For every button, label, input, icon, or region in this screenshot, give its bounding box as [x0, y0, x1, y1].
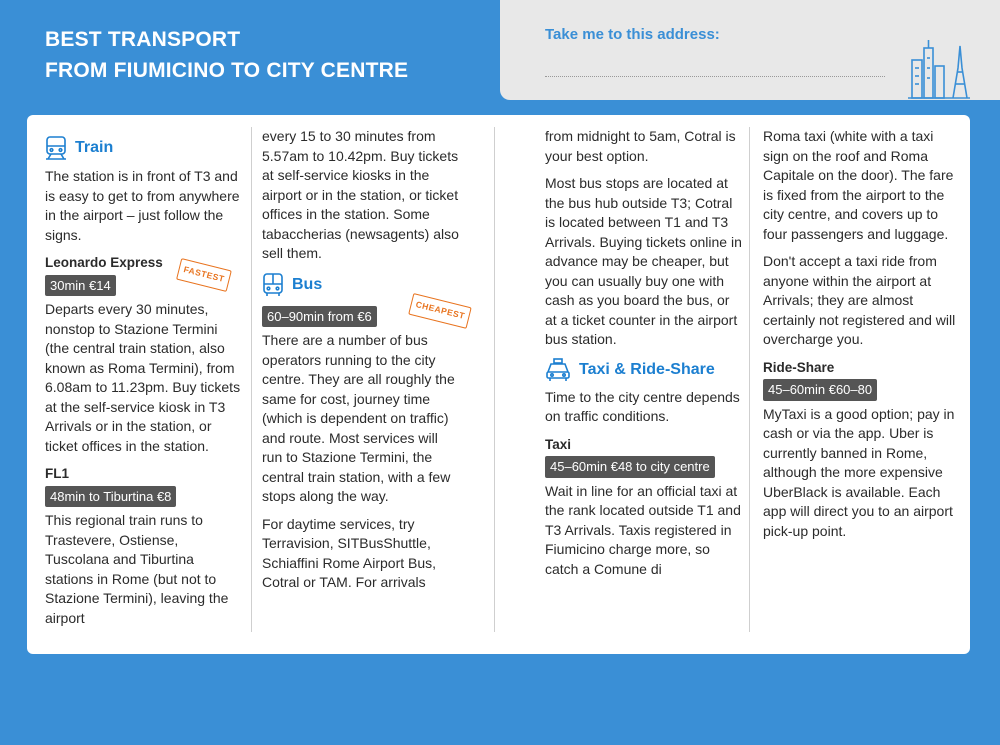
city-skyline-icon: [908, 38, 970, 100]
taxi-subtitle: Taxi: [545, 436, 572, 452]
fastest-stamp: FASTEST: [176, 258, 231, 291]
column-divider: [749, 127, 750, 632]
train-icon: [45, 135, 67, 161]
bus-tag: 60–90min from €6: [262, 306, 377, 328]
bus-stops-text: Most bus stops are located at the bus hub outside T3; Cotral is located between T1 and T3 Arrivals. Buying tickets online in advance may be cheaper, but you can usually buy one with cash as you board the bus, or at a ticket counter in the airport bus station.: [545, 175, 742, 347]
train-heading: [45, 135, 243, 161]
page-title-line-2: FROM FIUMICINO TO CITY CENTRE: [45, 59, 409, 82]
leonardo-express-text: Departs every 30 minutes, nonstop to Stazione Termini (the central train station, also known as Roma Termini), from 6.08am to 11.23pm. Buy tickets at the self-service kiosk in T3 Arrivals or in the station, or ticket offices in the station.: [45, 301, 241, 454]
bus-title: Bus: [292, 275, 323, 293]
column-4: [763, 127, 961, 644]
taxi-text: Wait in line for an official taxi at the rank located outside T1 and T3 Arrivals. Taxis registered in Fiumicino charge more, so catch a Comune di: [545, 482, 741, 577]
page-title: [45, 24, 408, 86]
rideshare-tag: 45–60min €60–80: [763, 379, 877, 401]
fl1-tag: 48min to Tiburtina €8: [45, 486, 176, 508]
fl1-title: FL1: [45, 466, 70, 481]
bus-text-2: For daytime services, try Terravision, SITBusShuttle, Schiaffini Rome Airport Bus, Cotral or TAM. For arrivals: [262, 515, 437, 590]
column-1: [45, 127, 243, 644]
column-divider: [251, 127, 252, 632]
address-label: Take me to this address:: [545, 26, 720, 43]
taxi-title: Taxi & Ride-Share: [579, 360, 715, 378]
taxi-tag: 45–60min €48 to city centre: [545, 456, 715, 478]
leonardo-express-title: Leonardo Express: [45, 255, 163, 270]
taxi-heading: [545, 358, 743, 382]
rideshare-title: Ride-Share: [763, 359, 835, 375]
cheapest-stamp: CHEAPEST: [408, 293, 472, 328]
bus-text-continued: from midnight to 5am, Cotral is your best option.: [545, 128, 736, 164]
column-2: [262, 127, 466, 644]
train-intro: The station is in front of T3 and is easy to get to from anywhere in the airport – just follow the signs.: [45, 168, 240, 243]
taxi-text-continued: Roma taxi (white with a taxi sign on the roof and Roma Capitale on the door). The fare is fixed from the airport to the city centre, and covers up to four passengers and luggage.: [763, 128, 954, 242]
column-3: [545, 127, 743, 644]
bus-heading: [262, 272, 460, 298]
rideshare-text: MyTaxi is a good option; pay in cash or via the app. Uber is currently banned in Rome, although the more expensive UberBlack is available. Each app will direct you to an airport pick-up point.: [763, 405, 955, 539]
car-icon: [545, 358, 571, 382]
fl1-text: This regional train runs to Trastevere, Ostiense, Tuscolana and Tiburtina stations in Rome (but not to Stazione Termini), leaving the airport: [45, 512, 229, 626]
taxi-warning-text: Don't accept a taxi ride from anyone within the airport at Arrivals; they are almost certainly not registered and will overcharge you.: [763, 253, 956, 347]
address-box: [500, 0, 1000, 100]
bus-icon: [262, 272, 284, 298]
address-input-line[interactable]: [545, 76, 885, 77]
bus-text-1: There are a number of bus operators running to the city centre. They are all roughly the same for cost, journey time (which is dependent on traffic) and route. Most services will run to Stazione Termini, the central train station, with a few stops along the way.: [262, 332, 455, 504]
train-title: Train: [75, 139, 114, 157]
content-card: [27, 115, 970, 654]
train-text-continued: every 15 to 30 minutes from 5.57am to 10.42pm. Buy tickets at self-service kiosks in the airport or in the station, or ticket offices in the station. Some tabaccherias (newsagents) also sell them.: [262, 128, 459, 261]
taxi-intro: Time to the city centre depends on traffic conditions.: [545, 388, 740, 424]
column-divider: [494, 127, 495, 632]
page-title-line-1: BEST TRANSPORT: [45, 28, 241, 51]
leonardo-express-tag: 30min €14: [45, 275, 116, 297]
